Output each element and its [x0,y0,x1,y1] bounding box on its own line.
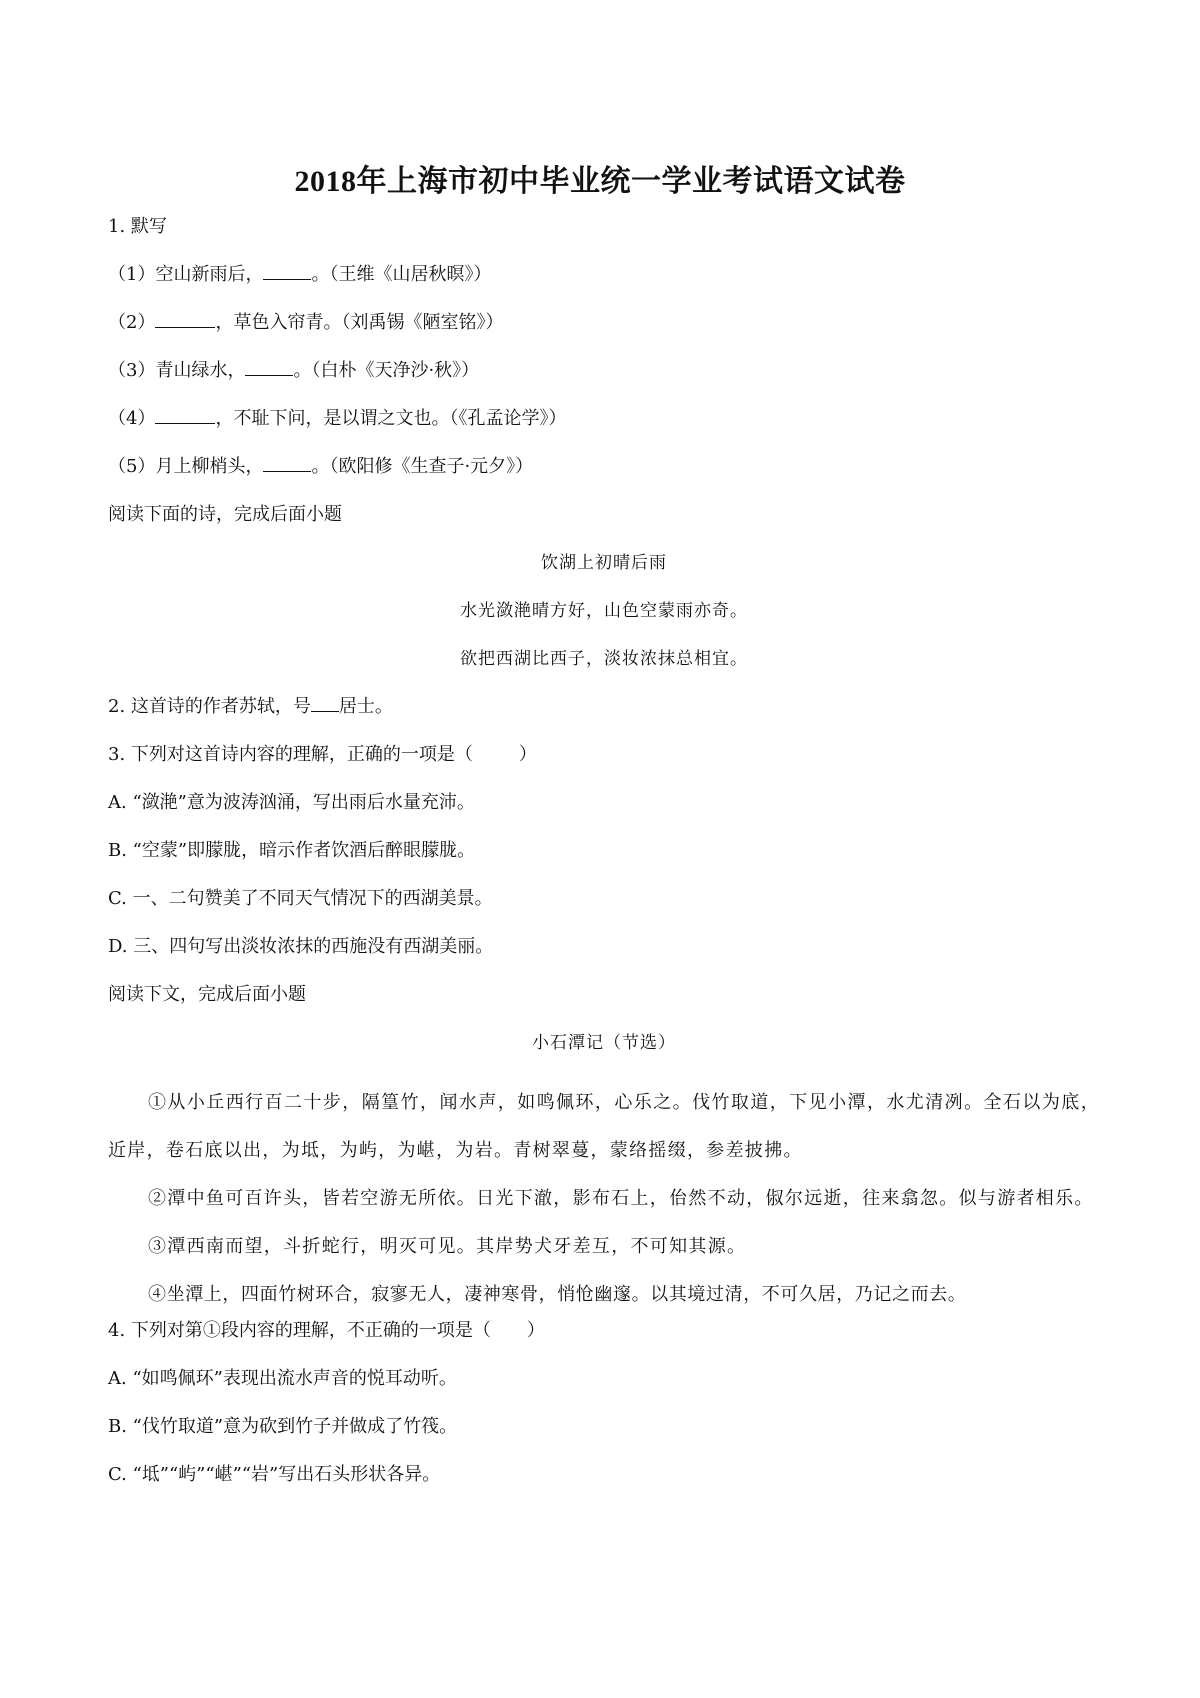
q1-item-5-pre: （5）月上柳梢头， [108,456,264,477]
q1-item-2-post: ，草色入帘青。（刘禹锡《陋室铭》） [215,312,504,333]
prose-paragraph-4: ④坐潭上，四面竹树环合，寂寥无人，凄神寒骨，悄怆幽邃。以其境过清，不可久居，乃记之而去。 [148,1284,967,1305]
poem-line-2: 欲把西湖比西子，淡妆浓抹总相宜。 [460,649,748,669]
q4-stem-end: ） [526,1320,545,1341]
q4-option-b: B. “伐竹取道”意为砍到竹子并做成了竹筏。 [108,1416,458,1437]
prose-title: 小石潭记（节选） [532,1033,676,1053]
poem-line-1: 水光潋滟晴方好，山色空蒙雨亦奇。 [460,601,748,621]
q1-item-4-post: ，不耻下问，是以谓之文也。（《孔孟论学》） [215,408,567,429]
q2-post: 居士。 [338,696,393,717]
q3-stem-end: ） [518,744,537,765]
q1-item-1-post: 。（王维《山居秋暝》） [311,264,492,285]
q1-item-2-pre: （2） [108,312,156,333]
exam-content [108,215,1100,1511]
fill-blank[interactable] [263,455,311,472]
prose-paragraph-1: ①从小丘西行百二十步，隔篁竹，闻水声，如鸣佩环，心乐之。伐竹取道，下见小潭，水尤清冽。全石以为底，近岸，卷石底以出，为坻，为屿，为嵁，为岩。青树翠蔓，蒙络摇缀，参差披拂。 [108,1092,1100,1161]
poem-intro: 阅读下面的诗，完成后面小题 [108,504,342,525]
fill-blank[interactable] [155,407,215,424]
q2 [108,695,1100,743]
poem-title: 饮湖上初晴后雨 [541,553,667,573]
q1-item-3-pre: （3）青山绿水， [108,360,246,381]
q1-item-5 [108,455,1100,503]
q3-option-c: C. 一、二句赞美了不同天气情况下的西湖美景。 [108,888,493,909]
q3-option-a: A. “潋滟”意为波涛汹涌，写出雨后水量充沛。 [108,792,475,813]
prose-paragraph-3: ③潭西南而望，斗折蛇行，明灭可见。其岸势犬牙差互，不可知其源。 [148,1236,747,1257]
q1-item-4 [108,407,1100,455]
fill-blank[interactable] [155,311,215,328]
q1-header: 1. 默写 [108,216,167,237]
q4-stem [108,1319,1100,1367]
q1-item-5-post: 。（欧阳修《生查子·元夕》） [311,456,534,477]
q1-item-3 [108,359,1100,407]
prose-paragraph-2: ②潭中鱼可百许头，皆若空游无所依。日光下澈，影布石上，佁然不动，俶尔远逝，往来翕忽。似与游者相乐。 [148,1188,1094,1209]
q3-stem-text: 3. 下列对这首诗内容的理解，正确的一项是（ [108,744,473,765]
q1-item-4-pre: （4） [108,408,156,429]
q1-item-2 [108,311,1100,359]
q4-option-c: C. “坻”“屿”“嵁”“岩”写出石头形状各异。 [108,1464,441,1485]
q1-item-1 [108,263,1100,311]
q4-stem-text: 4. 下列对第①段内容的理解，不正确的一项是（ [108,1320,491,1341]
fill-blank[interactable] [263,263,311,280]
fill-blank[interactable] [311,695,339,712]
fill-blank[interactable] [245,359,293,376]
q2-pre: 2. 这首诗的作者苏轼，号 [108,696,311,717]
q1-item-3-post: 。（白朴《天净沙·秋》） [293,360,480,381]
prose-intro: 阅读下文，完成后面小题 [108,984,306,1005]
q1-item-1-pre: （1）空山新雨后， [108,264,264,285]
q3-option-b: B. “空蒙”即朦胧，暗示作者饮酒后醉眼朦胧。 [108,840,476,861]
q3-option-d: D. 三、四句写出淡妆浓抹的西施没有西湖美丽。 [108,936,494,957]
q4-option-a: A. “如鸣佩环”表现出流水声音的悦耳动听。 [108,1368,457,1389]
exam-title: 2018年上海市初中毕业统一学业考试语文试卷 [294,165,906,198]
q3-stem [108,743,1100,791]
